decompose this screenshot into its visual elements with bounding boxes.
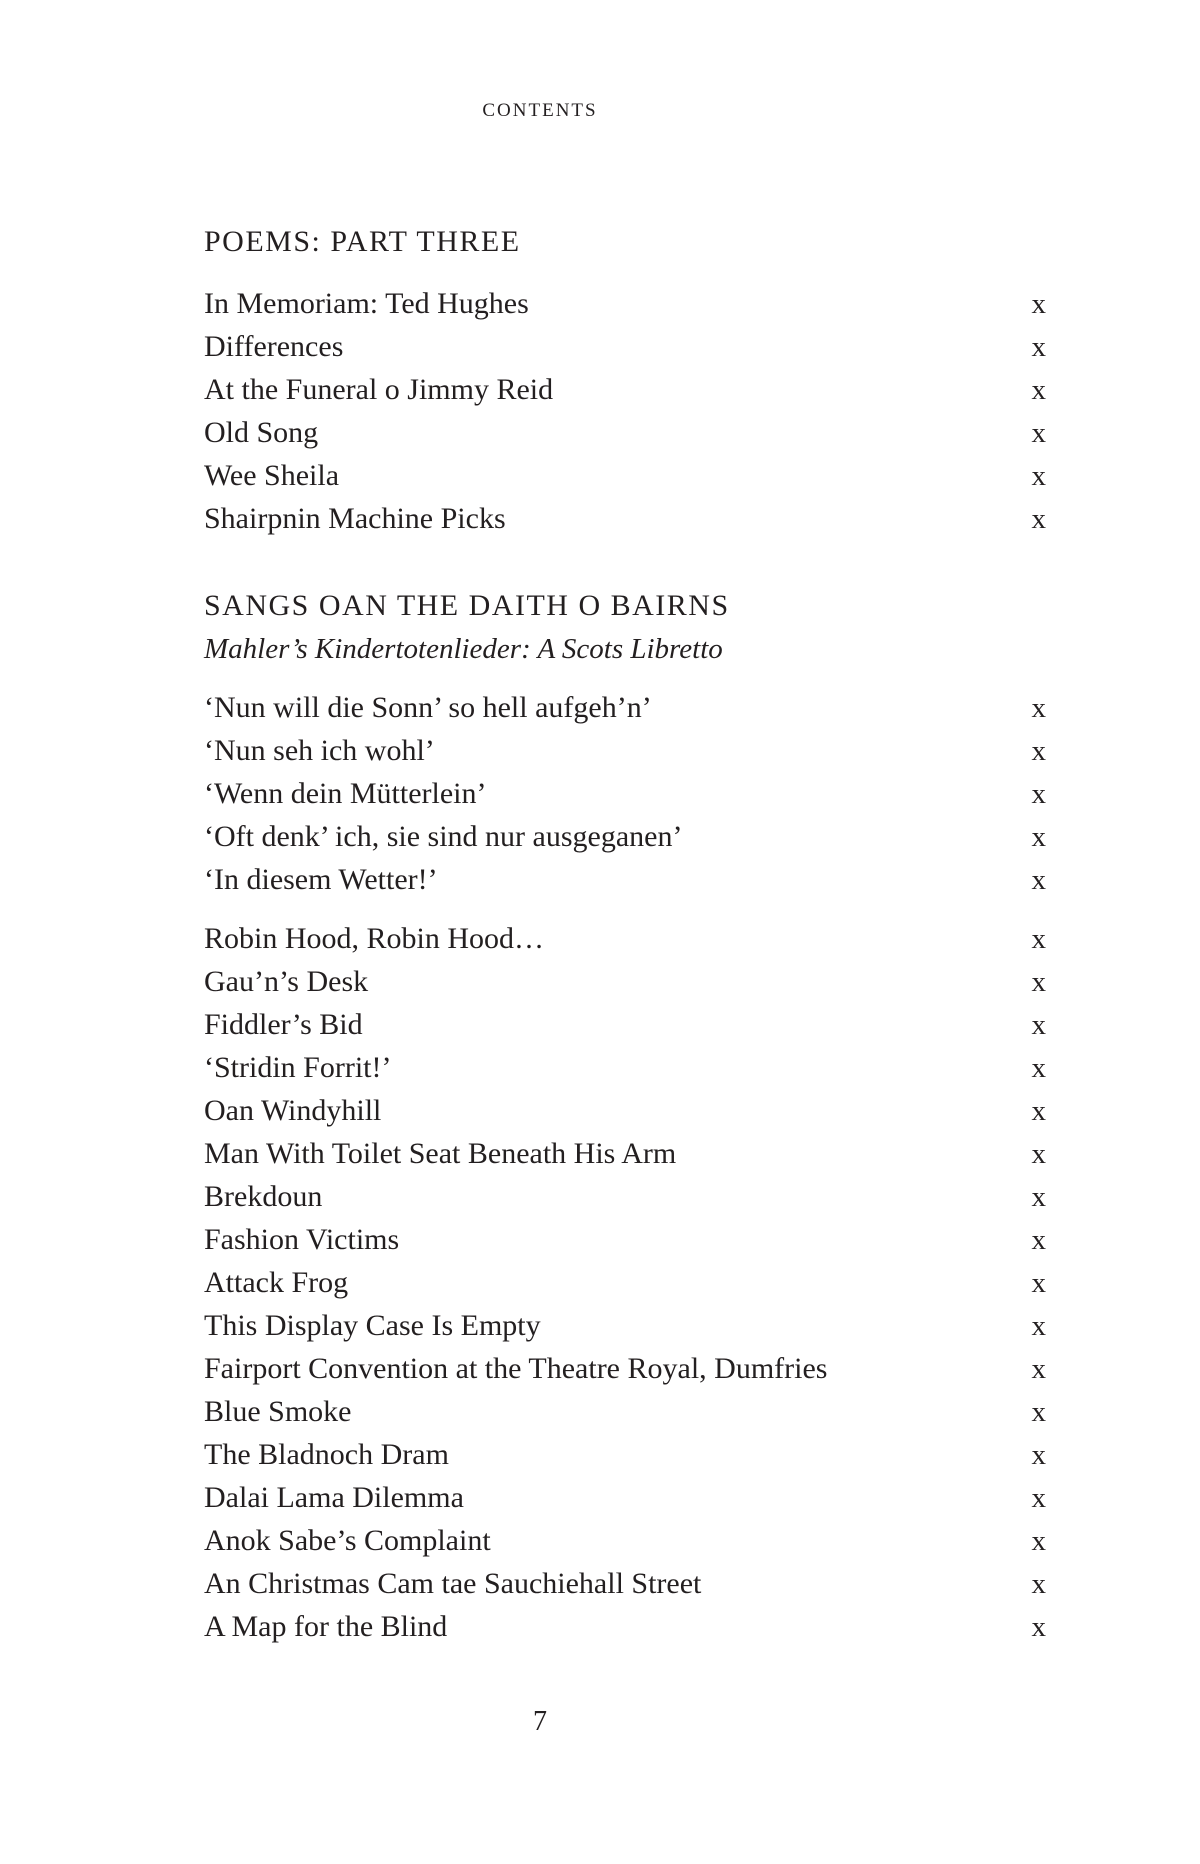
toc-entry	[204, 1089, 1046, 1132]
toc-entry-title: An Christmas Cam tae Sauchiehall Street	[204, 1567, 702, 1600]
toc-entry-page: x	[1031, 1052, 1046, 1084]
toc-list-more	[204, 917, 1046, 1648]
toc-entry-title: ‘Wenn dein Mütterlein’	[204, 777, 487, 810]
toc-entry-page: x	[1031, 1353, 1046, 1385]
toc-entry	[204, 1046, 1046, 1089]
page-number: 7	[533, 1706, 547, 1737]
running-head: CONTENTS	[482, 100, 598, 121]
toc-entry	[204, 815, 1046, 858]
toc-entry	[204, 1562, 1046, 1605]
toc-entry	[204, 282, 1046, 325]
toc-entry-title: The Bladnoch Dram	[204, 1438, 449, 1471]
toc-entry-title: Fashion Victims	[204, 1223, 400, 1256]
toc-entry	[204, 1132, 1046, 1175]
toc-entry	[204, 917, 1046, 960]
toc-entry	[204, 858, 1046, 901]
toc-entry	[204, 411, 1046, 454]
toc-entry-page: x	[1031, 1439, 1046, 1471]
toc-entry-page: x	[1031, 1267, 1046, 1299]
toc-entry-title: At the Funeral o Jimmy Reid	[204, 373, 554, 406]
toc-entry-title: In Memoriam: Ted Hughes	[204, 287, 529, 320]
toc-entry-page: x	[1031, 1611, 1046, 1643]
toc-entry-title: A Map for the Blind	[204, 1610, 448, 1643]
toc-entry-page: x	[1031, 864, 1046, 896]
toc-entry-page: x	[1031, 1310, 1046, 1342]
toc-entry-title: Blue Smoke	[204, 1395, 352, 1428]
toc-entry-title: This Display Case Is Empty	[204, 1309, 541, 1342]
toc-entry-page: x	[1031, 288, 1046, 320]
toc-entry	[204, 686, 1046, 729]
toc-entry-page: x	[1031, 1396, 1046, 1428]
toc-entry	[204, 454, 1046, 497]
toc-entry	[204, 1433, 1046, 1476]
toc-entry	[204, 1218, 1046, 1261]
toc-entry-page: x	[1031, 1568, 1046, 1600]
toc-entry-title: Wee Sheila	[204, 459, 340, 492]
toc-entry-title: ‘Stridin Forrit!’	[204, 1051, 392, 1084]
toc-entry-title: Anok Sabe’s Complaint	[204, 1524, 491, 1557]
toc-entry-page: x	[1031, 1138, 1046, 1170]
toc-entry-page: x	[1031, 1224, 1046, 1256]
toc-entry-title: ‘Oft denk’ ich, sie sind nur ausgeganen’	[204, 820, 683, 853]
toc-list-part-three	[204, 282, 1046, 540]
toc-entry-title: ‘In diesem Wetter!’	[204, 863, 438, 896]
toc-entry	[204, 368, 1046, 411]
toc-entry-title: Fiddler’s Bid	[204, 1008, 363, 1041]
toc-entry-page: x	[1031, 1482, 1046, 1514]
toc-entry-page: x	[1031, 821, 1046, 853]
toc-entry-title: Gau’n’s Desk	[204, 965, 369, 998]
toc-entry-page: x	[1031, 460, 1046, 492]
toc-entry-title: Differences	[204, 330, 344, 363]
toc-entry-title: Brekdoun	[204, 1180, 323, 1213]
toc-entry-title: Fairport Convention at the Theatre Royal, Dumfries	[204, 1352, 828, 1385]
section-subtitle-sangs: Mahler’s Kindertotenlieder: A Scots Libretto	[204, 633, 723, 665]
toc-entry-title: ‘Nun seh ich wohl’	[204, 734, 435, 767]
toc-entry-title: ‘Nun will die Sonn’ so hell aufgeh’n’	[204, 691, 652, 724]
toc-entry-page: x	[1031, 1181, 1046, 1213]
toc-entry	[204, 497, 1046, 540]
toc-entry	[204, 1261, 1046, 1304]
toc-entry	[204, 1003, 1046, 1046]
toc-entry	[204, 960, 1046, 1003]
toc-entry-page: x	[1031, 1525, 1046, 1557]
toc-entry-page: x	[1031, 735, 1046, 767]
toc-entry-page: x	[1031, 692, 1046, 724]
toc-entry-title: Shairpnin Machine Picks	[204, 502, 506, 535]
toc	[204, 220, 1046, 1648]
toc-entry	[204, 325, 1046, 368]
toc-entry	[204, 772, 1046, 815]
toc-entry	[204, 1519, 1046, 1562]
toc-entry	[204, 1476, 1046, 1519]
toc-entry-page: x	[1031, 923, 1046, 955]
section-title-part-three: POEMS: PART THREE	[204, 225, 521, 258]
toc-entry-page: x	[1031, 331, 1046, 363]
toc-entry	[204, 1175, 1046, 1218]
toc-entry-title: Robin Hood, Robin Hood…	[204, 922, 545, 955]
section-title-sangs: SANGS OAN THE DAITH O BAIRNS	[204, 589, 730, 622]
toc-entry	[204, 1304, 1046, 1347]
toc-entry-page: x	[1031, 374, 1046, 406]
toc-entry-title: Man With Toilet Seat Beneath His Arm	[204, 1137, 677, 1170]
toc-entry	[204, 1605, 1046, 1648]
toc-entry	[204, 1390, 1046, 1433]
toc-entry	[204, 1347, 1046, 1390]
toc-entry-page: x	[1031, 966, 1046, 998]
toc-list-sangs	[204, 686, 1046, 901]
toc-entry-title: Dalai Lama Dilemma	[204, 1481, 464, 1514]
toc-entry-title: Old Song	[204, 416, 319, 449]
toc-entry-page: x	[1031, 417, 1046, 449]
toc-entry	[204, 729, 1046, 772]
toc-entry-title: Oan Windyhill	[204, 1094, 382, 1127]
toc-entry-page: x	[1031, 778, 1046, 810]
toc-entry-title: Attack Frog	[204, 1266, 349, 1299]
toc-entry-page: x	[1031, 503, 1046, 535]
toc-entry-page: x	[1031, 1095, 1046, 1127]
toc-entry-page: x	[1031, 1009, 1046, 1041]
